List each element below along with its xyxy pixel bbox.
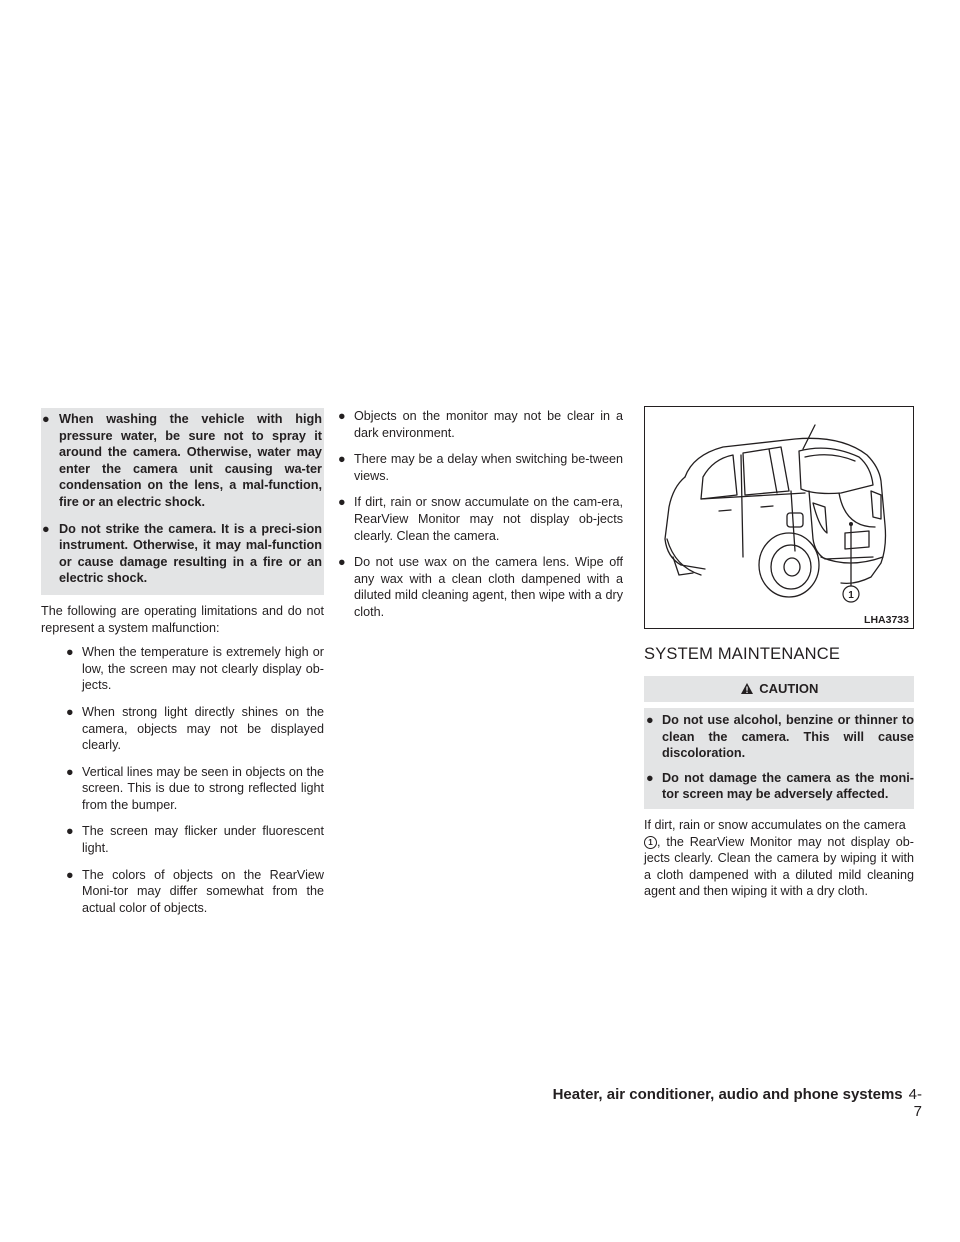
bullet-icon: ● [66,704,74,719]
bullet-icon: ● [66,867,74,882]
warning-item: ● When washing the vehicle with high pressure water, be sure not to spray it around the camera. Otherwise, water may enter the camera unit causing wa-ter condensation on the lens, a mal-function, fire or an electric shock. [42,412,322,509]
caution-box [644,708,914,809]
middle-column [338,408,623,631]
caution-item: ● Do not damage the camera as the moni-tor screen may be adversely affected. [646,770,914,802]
warning-triangle-icon [740,682,754,698]
bullet-icon: ● [646,770,654,785]
caution-header [644,676,914,702]
bullet-icon: ● [66,764,74,779]
bullet-icon: ● [646,713,654,727]
caution-item: ● Do not use alcohol, benzine or thinner to clean the camera. This will cause discoloration. [646,713,914,761]
callout-label: 1 [848,590,854,601]
left-column [41,408,324,926]
figure-code: LHA3733 [864,614,909,626]
car-rear-illustration [644,406,914,629]
page-footer [550,1086,922,1120]
car-rear-icon [645,407,913,628]
bullet-icon: ● [338,409,346,423]
bullet-icon: ● [42,521,50,536]
list-item: ● When the temperature is extremely high or low, the screen may not clearly display ob-jects. [66,645,324,693]
section-heading: SYSTEM MAINTENANCE [644,645,841,663]
bullet-icon: ● [42,412,50,426]
bullet-icon: ● [66,645,74,660]
list-item: ● Objects on the monitor may not be clear in a dark environment. [338,409,623,440]
bullet-icon: ● [338,452,346,467]
list-item: ● If dirt, rain or snow accumulate on the cam-era, RearView Monitor may not display ob-jects clearly. Clean the camera. [338,495,623,543]
right-column [644,408,914,908]
warning-box [41,408,324,595]
callout-number-icon: 1 [644,836,657,849]
list-item: ● When strong light directly shines on the camera, objects may not be displayed clearly. [66,704,324,753]
list-item: ● The screen may flicker under fluorescent light. [66,824,324,856]
list-item: ● The colors of objects on the RearView Moni-tor may differ somewhat from the actual color of objects. [66,867,324,915]
list-item: ● Do not use wax on the camera lens. Wipe off any wax with a clean cloth dampened with a diluted mild cleaning agent, then wipe with a dry cloth. [338,555,623,619]
limitations-list [41,644,324,916]
list-item: ● Vertical lines may be seen in objects on the screen. This is due to strong reflected light from the bumper. [66,764,324,812]
page-number: 4-7 [908,1086,922,1120]
footer-section: Heater, air conditioner, audio and phone systems [552,1086,903,1103]
bullet-icon: ● [338,495,346,510]
bullet-icon: ● [338,555,346,570]
bullet-icon: ● [66,824,74,839]
maintenance-body: If dirt, rain or snow accumulates on the camera 1 , the RearView Monitor may not display ob-jects clearly. Clean the camera by wiping it with a cloth dampened with a diluted mild cleaning agent and then wiping it with a dry cloth. [644,817,914,899]
list-item: ● There may be a delay when switching be-tween views. [338,452,623,483]
caution-title: CAUTION [759,681,819,696]
limitations-intro: The following are operating limitations and do not represent a system malfunction: [41,603,324,635]
warning-item: ● Do not strike the camera. It is a preci-sion instrument. Otherwise, it may mal-function or cause damage resulting in a fire or an electric shock. [42,521,322,586]
